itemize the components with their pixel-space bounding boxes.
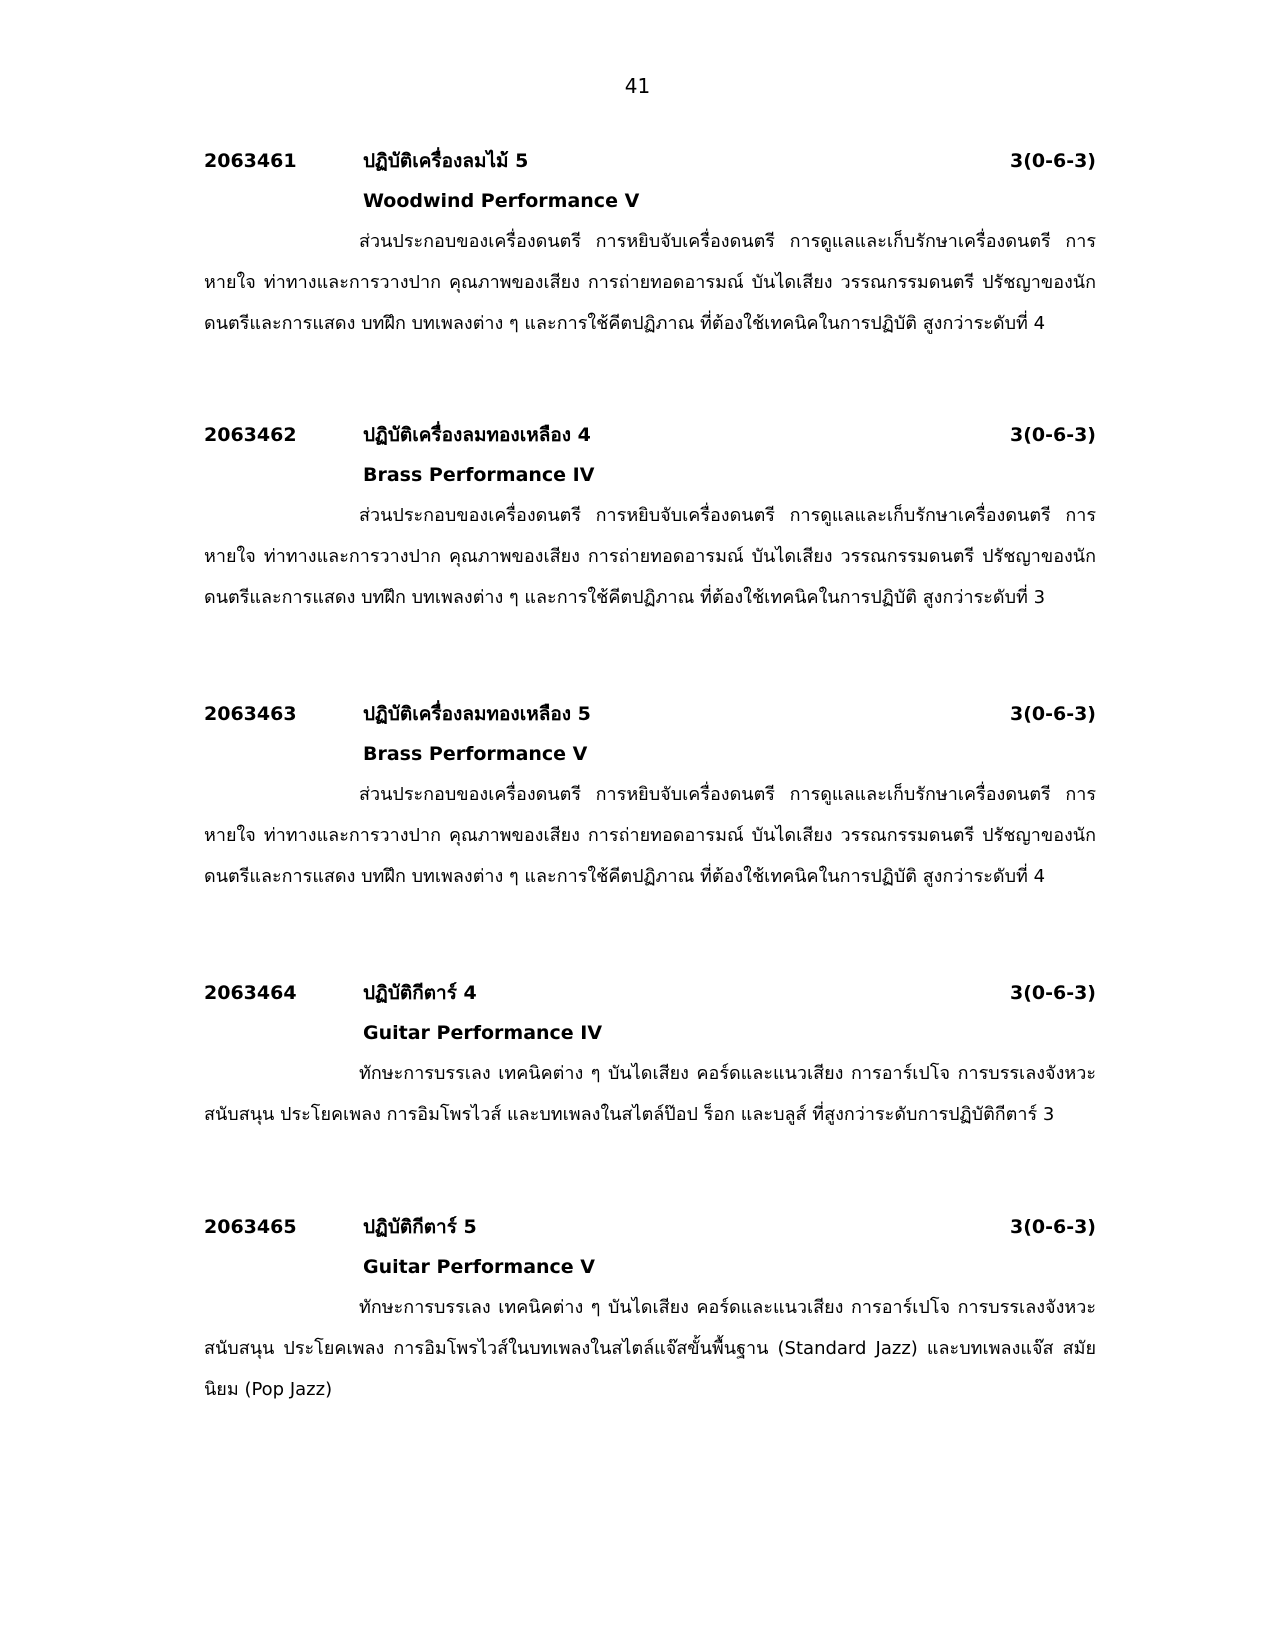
course-code: 2063463 bbox=[204, 703, 297, 725]
course-entry-2063462 bbox=[204, 415, 1096, 618]
course-code: 2063464 bbox=[204, 982, 297, 1004]
course-english-title: Brass Performance IV bbox=[363, 464, 595, 486]
course-code: 2063465 bbox=[204, 1216, 297, 1238]
course-code: 2063461 bbox=[204, 150, 297, 172]
course-description: ทักษะการบรรเลง เทคนิคต่าง ๆ บันไดเสียง คอร์ดและแนวเสียง การอาร์เปโจ การบรรเลงจังหวะสนับสนุน ประโยคเพลง การอิมโพรไวส์ในบทเพลงในสไตล์แจ๊สขั้นพื้นฐาน (Standard Jazz) และบทเพลงแจ๊ส สมัยนิยม (Pop Jazz) bbox=[204, 1297, 1096, 1400]
course-thai-title: ปฏิบัติเครื่องลมไม้ 5 bbox=[363, 150, 529, 172]
course-header bbox=[204, 141, 1096, 181]
course-header bbox=[204, 415, 1096, 455]
course-description: ส่วนประกอบของเครื่องดนตรี การหยิบจับเครื่องดนตรี การดูแลและเก็บรักษาเครื่องดนตรี การหายใจ ท่าทางและการวางปาก คุณภาพของเสียง การถ่ายทอดอารมณ์ บันไดเสียง วรรณกรรมดนตรี ปรัชญาของนักดนตรีและการแสดง บทฝึก บทเพลงต่าง ๆ และการใช้คีตปฏิภาณ ที่ต้องใช้เทคนิคในการปฏิบัติ สูงกว่าระดับที่ 4 bbox=[204, 784, 1096, 887]
course-thai-title: ปฏิบัติกีตาร์ 4 bbox=[363, 982, 477, 1004]
course-credits: 3(0-6-3) bbox=[1009, 1216, 1096, 1238]
course-entry-2063463 bbox=[204, 694, 1096, 897]
course-description: ทักษะการบรรเลง เทคนิคต่าง ๆ บันไดเสียง คอร์ดและแนวเสียง การอาร์เปโจ การบรรเลงจังหวะสนับสนุน ประโยคเพลง การอิมโพรไวส์ และบทเพลงในสไตล์ป๊อป ร็อก และบลูส์ ที่สูงกว่าระดับการปฏิบัติกีตาร์ 3 bbox=[204, 1063, 1096, 1125]
course-credits: 3(0-6-3) bbox=[1009, 150, 1096, 172]
course-entry-2063465 bbox=[204, 1207, 1096, 1410]
course-english-title: Guitar Performance V bbox=[363, 1256, 596, 1278]
page-number: 41 bbox=[624, 74, 651, 98]
course-code: 2063462 bbox=[204, 424, 297, 446]
course-english-title: Brass Performance V bbox=[363, 743, 588, 765]
course-description: ส่วนประกอบของเครื่องดนตรี การหยิบจับเครื่องดนตรี การดูแลและเก็บรักษาเครื่องดนตรี การหายใจ ท่าทางและการวางปาก คุณภาพของเสียง การถ่ายทอดอารมณ์ บันไดเสียง วรรณกรรมดนตรี ปรัชญาของนักดนตรีและการแสดง บทฝึก บทเพลงต่าง ๆ และการใช้คีตปฏิภาณ ที่ต้องใช้เทคนิคในการปฏิบัติ สูงกว่าระดับที่ 4 bbox=[204, 231, 1096, 334]
course-description: ส่วนประกอบของเครื่องดนตรี การหยิบจับเครื่องดนตรี การดูแลและเก็บรักษาเครื่องดนตรี การหายใจ ท่าทางและการวางปาก คุณภาพของเสียง การถ่ายทอดอารมณ์ บันไดเสียง วรรณกรรมดนตรี ปรัชญาของนักดนตรีและการแสดง บทฝึก บทเพลงต่าง ๆ และการใช้คีตปฏิภาณ ที่ต้องใช้เทคนิคในการปฏิบัติ สูงกว่าระดับที่ 3 bbox=[204, 505, 1096, 608]
course-thai-title: ปฏิบัติกีตาร์ 5 bbox=[363, 1216, 477, 1238]
course-header bbox=[204, 694, 1096, 734]
course-header bbox=[204, 973, 1096, 1013]
course-entry-2063461 bbox=[204, 141, 1096, 344]
course-credits: 3(0-6-3) bbox=[1009, 703, 1096, 725]
course-english-title: Woodwind Performance V bbox=[363, 190, 640, 212]
course-thai-title: ปฏิบัติเครื่องลมทองเหลือง 4 bbox=[363, 424, 591, 446]
course-entry-2063464 bbox=[204, 973, 1096, 1135]
course-credits: 3(0-6-3) bbox=[1009, 424, 1096, 446]
course-english-title: Guitar Performance IV bbox=[363, 1022, 603, 1044]
course-header bbox=[204, 1207, 1096, 1247]
course-thai-title: ปฏิบัติเครื่องลมทองเหลือง 5 bbox=[363, 703, 591, 725]
course-credits: 3(0-6-3) bbox=[1009, 982, 1096, 1004]
